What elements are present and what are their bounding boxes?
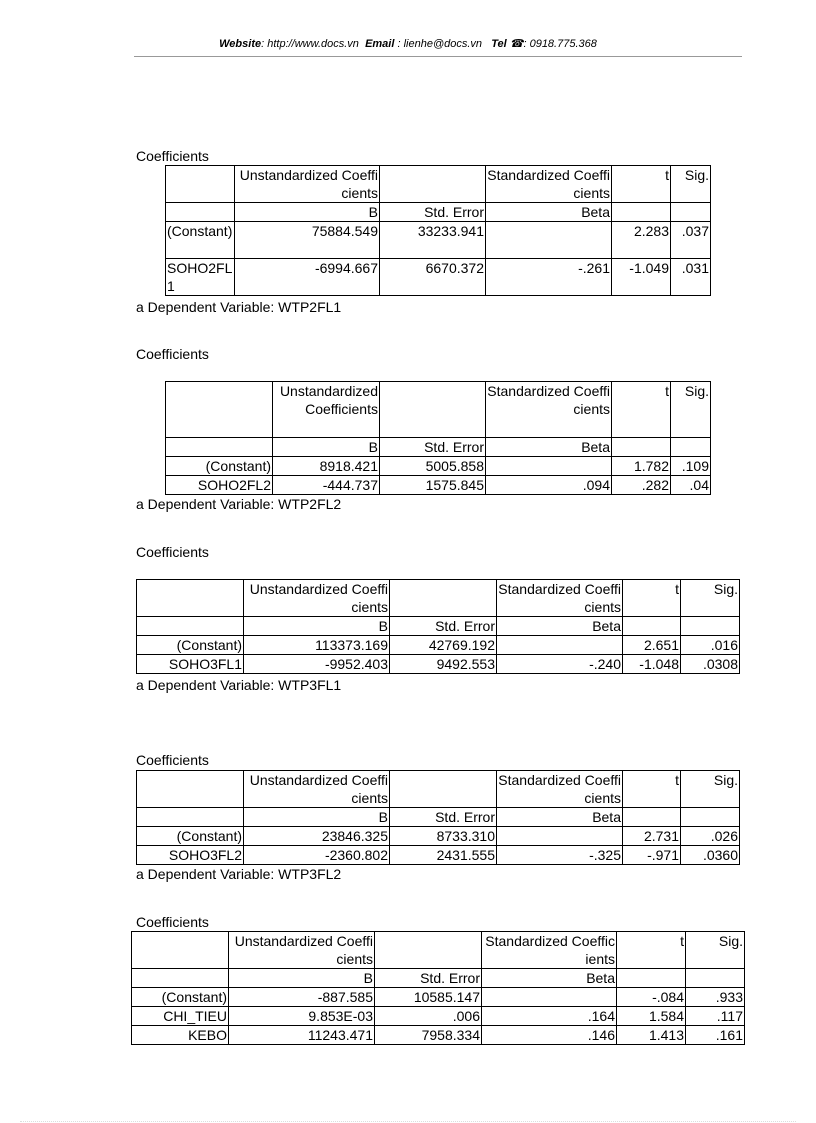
blank-header bbox=[390, 771, 497, 808]
beta-value: .094 bbox=[486, 476, 612, 495]
se-value: 10585.147 bbox=[375, 988, 482, 1007]
t-value: 2.731 bbox=[623, 827, 681, 846]
blank-cell bbox=[612, 438, 671, 457]
se-value: 8733.310 bbox=[390, 827, 497, 846]
sig-header: Sig. bbox=[681, 771, 740, 808]
table-row bbox=[132, 1007, 745, 1026]
b-header: B bbox=[244, 808, 390, 827]
beta-header: Beta bbox=[497, 808, 623, 827]
beta-value: .164 bbox=[482, 1007, 617, 1026]
t-value: -.971 bbox=[623, 846, 681, 865]
b-value: -887.585 bbox=[229, 988, 375, 1007]
se-value: 33233.941 bbox=[380, 222, 486, 259]
coefficients-table-5 bbox=[131, 931, 745, 1045]
se-header: Std. Error bbox=[380, 438, 486, 457]
std-header: Standardized Coefficients bbox=[487, 167, 610, 201]
se-value: 1575.845 bbox=[380, 476, 486, 495]
unstd-header: Unstandardized Coefficients bbox=[244, 580, 390, 617]
table-row bbox=[166, 476, 711, 495]
sig-value: .0308 bbox=[681, 655, 740, 674]
phone-icon: ☎ bbox=[509, 38, 524, 50]
row-label: KEBO bbox=[132, 1026, 229, 1045]
beta-value bbox=[497, 827, 623, 846]
table-4-caption: Coefficients bbox=[136, 752, 209, 768]
table-row bbox=[137, 655, 740, 674]
corner-cell bbox=[166, 382, 273, 438]
row-label: (Constant) bbox=[132, 988, 229, 1007]
table-row bbox=[166, 222, 711, 259]
sig-header: Sig. bbox=[681, 580, 740, 617]
row-label: SOHO3FL1 bbox=[137, 655, 244, 674]
page-header bbox=[0, 37, 816, 50]
email-value: : lienhe@docs.vn bbox=[397, 38, 483, 50]
b-header: B bbox=[244, 617, 390, 636]
sig-header: Sig. bbox=[671, 382, 711, 438]
table-row bbox=[132, 1026, 745, 1045]
blank-cell bbox=[671, 438, 711, 457]
table-2-caption: Coefficients bbox=[136, 346, 209, 362]
se-value: .006 bbox=[375, 1007, 482, 1026]
se-value: 2431.555 bbox=[390, 846, 497, 865]
row-label: SOHO2FL2 bbox=[166, 476, 273, 495]
unstd-header: Unstandardized Coefficients bbox=[235, 166, 380, 203]
b-value: 23846.325 bbox=[244, 827, 390, 846]
sig-value: .04 bbox=[671, 476, 711, 495]
b-value: 8918.421 bbox=[273, 457, 380, 476]
table-row bbox=[166, 259, 711, 296]
blank-header bbox=[375, 932, 482, 969]
se-header: Std. Error bbox=[390, 617, 497, 636]
b-value: -6994.667 bbox=[235, 259, 380, 296]
se-value: 5005.858 bbox=[380, 457, 486, 476]
b-value: -444.737 bbox=[273, 476, 380, 495]
page-bottom-border bbox=[20, 1121, 796, 1122]
table-row bbox=[137, 636, 740, 655]
t-header: t bbox=[612, 166, 671, 203]
beta-header: Beta bbox=[486, 438, 612, 457]
table-row bbox=[132, 988, 745, 1007]
unstd-header: Unstandardized Coefficients bbox=[273, 382, 380, 438]
beta-value: -.261 bbox=[486, 259, 612, 296]
corner-cell bbox=[132, 932, 229, 969]
beta-value: -.325 bbox=[497, 846, 623, 865]
email-label: Email bbox=[365, 38, 395, 50]
website-value: : http://www.docs.vn bbox=[261, 38, 359, 50]
se-value: 42769.192 bbox=[390, 636, 497, 655]
sig-value: .161 bbox=[686, 1026, 745, 1045]
corner-cell bbox=[166, 166, 235, 203]
sig-value: .016 bbox=[681, 636, 740, 655]
coefficients-table-3 bbox=[136, 579, 740, 674]
blank-cell bbox=[137, 617, 244, 636]
sig-value: .031 bbox=[671, 259, 711, 296]
table-4-footnote: a Dependent Variable: WTP3FL2 bbox=[136, 866, 342, 882]
table-row bbox=[166, 457, 711, 476]
se-value: 6670.372 bbox=[380, 259, 486, 296]
beta-header: Beta bbox=[482, 969, 617, 988]
t-value: .282 bbox=[612, 476, 671, 495]
t-value: 1.584 bbox=[617, 1007, 686, 1026]
b-header: B bbox=[229, 969, 375, 988]
row-label: CHI_TIEU bbox=[132, 1007, 229, 1026]
std-header: Standardized Coefficients bbox=[486, 382, 612, 438]
unstd-header: Unstandardized Coefficients bbox=[229, 932, 375, 969]
blank-cell bbox=[681, 617, 740, 636]
b-value: 11243.471 bbox=[229, 1026, 375, 1045]
t-header: t bbox=[623, 771, 681, 808]
coefficients-table-2 bbox=[165, 381, 711, 495]
table-1-footnote: a Dependent Variable: WTP2FL1 bbox=[136, 299, 342, 315]
coefficients-table-1 bbox=[165, 165, 711, 296]
blank-cell bbox=[681, 808, 740, 827]
se-value: 7958.334 bbox=[375, 1026, 482, 1045]
table-1-caption: Coefficients bbox=[136, 148, 209, 164]
b-value: 75884.549 bbox=[235, 222, 380, 259]
table-3-footnote: a Dependent Variable: WTP3FL1 bbox=[136, 677, 342, 693]
sig-value: .109 bbox=[671, 457, 711, 476]
table-3-caption: Coefficients bbox=[136, 544, 209, 560]
blank-cell bbox=[623, 808, 681, 827]
sig-header: Sig. bbox=[686, 932, 745, 969]
table-2-footnote: a Dependent Variable: WTP2FL2 bbox=[136, 496, 342, 512]
std-header: Standardized Coefficients bbox=[498, 581, 621, 615]
blank-cell bbox=[623, 617, 681, 636]
std-header: Standardized Coefficients bbox=[482, 932, 617, 969]
blank-cell bbox=[612, 203, 671, 222]
blank-cell bbox=[617, 969, 686, 988]
t-value: 2.651 bbox=[623, 636, 681, 655]
beta-value bbox=[486, 222, 612, 259]
row-label: (Constant) bbox=[137, 636, 244, 655]
b-value: -9952.403 bbox=[244, 655, 390, 674]
b-header: B bbox=[273, 438, 380, 457]
row-label: (Constant) bbox=[166, 222, 235, 259]
std-header: Standardized Coefficients bbox=[498, 772, 621, 806]
blank-cell bbox=[166, 438, 273, 457]
blank-cell bbox=[671, 203, 711, 222]
tel-value: : 0918.775.368 bbox=[523, 38, 597, 50]
t-header: t bbox=[612, 382, 671, 438]
tel-label: Tel bbox=[491, 38, 507, 50]
se-header: Std. Error bbox=[390, 808, 497, 827]
beta-value bbox=[482, 988, 617, 1007]
blank-cell bbox=[137, 808, 244, 827]
blank-header bbox=[380, 166, 486, 203]
unstd-header: Unstandardized Coefficients bbox=[244, 771, 390, 808]
t-value: -1.049 bbox=[612, 259, 671, 296]
t-value: -1.048 bbox=[623, 655, 681, 674]
sig-value: .026 bbox=[681, 827, 740, 846]
se-header: Std. Error bbox=[380, 203, 486, 222]
beta-value bbox=[497, 636, 623, 655]
t-header: t bbox=[617, 932, 686, 969]
sig-value: .117 bbox=[686, 1007, 745, 1026]
blank-header bbox=[380, 382, 486, 438]
row-label: (Constant) bbox=[166, 457, 273, 476]
sig-value: .933 bbox=[686, 988, 745, 1007]
corner-cell bbox=[137, 580, 244, 617]
table-row bbox=[137, 827, 740, 846]
blank-cell bbox=[686, 969, 745, 988]
coefficients-table-4 bbox=[136, 770, 740, 865]
sig-value: .037 bbox=[671, 222, 711, 259]
row-label: SOHO2FL1 bbox=[166, 259, 235, 296]
row-label: SOHO3FL2 bbox=[137, 846, 244, 865]
t-value: -.084 bbox=[617, 988, 686, 1007]
corner-cell bbox=[137, 771, 244, 808]
blank-cell bbox=[166, 203, 235, 222]
blank-header bbox=[390, 580, 497, 617]
se-value: 9492.553 bbox=[390, 655, 497, 674]
beta-value bbox=[486, 457, 612, 476]
t-value: 1.782 bbox=[612, 457, 671, 476]
header-divider bbox=[134, 56, 742, 57]
se-header: Std. Error bbox=[375, 969, 482, 988]
beta-value: -.240 bbox=[497, 655, 623, 674]
table-row bbox=[137, 846, 740, 865]
website-label: Website bbox=[219, 38, 262, 50]
beta-header: Beta bbox=[486, 203, 612, 222]
sig-header: Sig. bbox=[671, 166, 711, 203]
table-5-caption: Coefficients bbox=[136, 914, 209, 930]
b-value: 9.853E-03 bbox=[229, 1007, 375, 1026]
beta-value: .146 bbox=[482, 1026, 617, 1045]
b-header: B bbox=[235, 203, 380, 222]
t-value: 2.283 bbox=[612, 222, 671, 259]
t-header: t bbox=[623, 580, 681, 617]
row-label: (Constant) bbox=[137, 827, 244, 846]
b-value: 113373.169 bbox=[244, 636, 390, 655]
b-value: -2360.802 bbox=[244, 846, 390, 865]
blank-cell bbox=[132, 969, 229, 988]
sig-value: .0360 bbox=[681, 846, 740, 865]
beta-header: Beta bbox=[497, 617, 623, 636]
t-value: 1.413 bbox=[617, 1026, 686, 1045]
